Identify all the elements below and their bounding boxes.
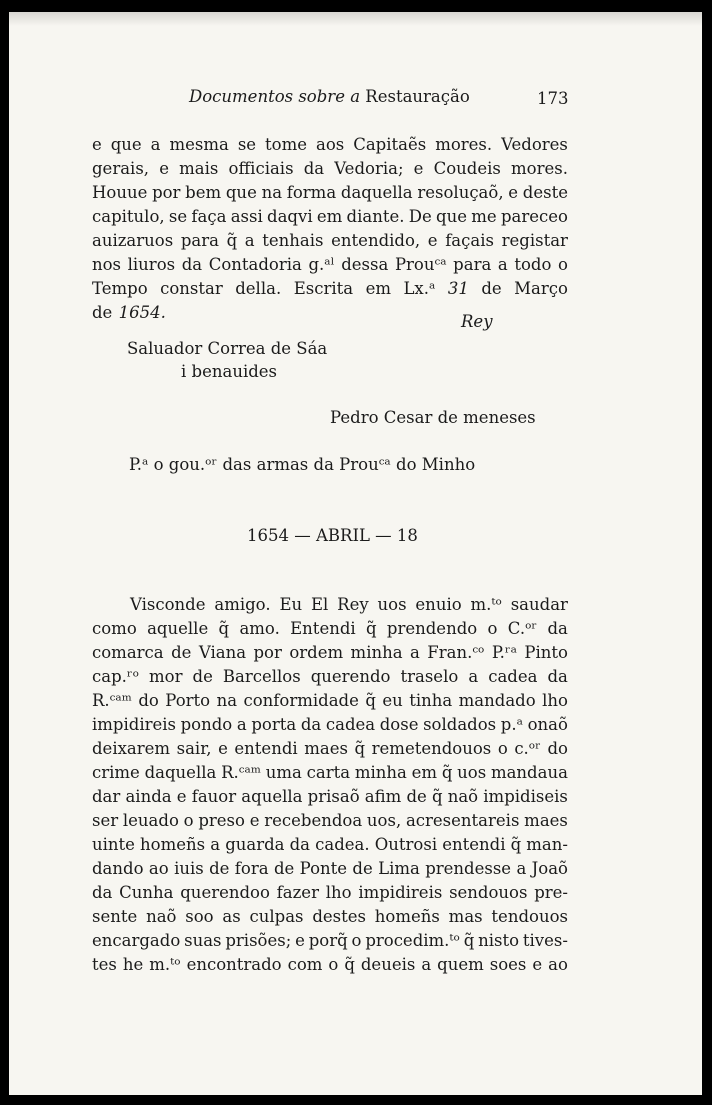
body-line: Houue por bem que na forma daquella resoluçaõ, e deste — [92, 183, 568, 202]
body-line: dar ainda e fauor aquella prisaõ afim de q̃ naõ impidiseis — [92, 787, 568, 806]
addressee: P.ᵃ o gou.ᵒʳ das armas da Prouᶜᵃ do Minho — [129, 455, 476, 474]
book-page — [9, 12, 702, 1095]
body-line: crime daquella R.ᶜᵃᵐ uma carta minha em q̃ uos mandaua — [92, 763, 568, 782]
body-line: deixarem sair, e entendi maes q̃ remetendouos o c.ᵒʳ do — [92, 739, 568, 758]
body-line: impidireis pondo a porta da cadea dose soldados p.ᵃ onaõ — [92, 715, 568, 734]
letter2-body — [92, 593, 568, 977]
body-line: cap.ʳᵒ mor de Barcellos querendo traselo a cadea da — [92, 667, 568, 686]
body-line: dando ao iuis de fora de Ponte de Lima prendesse a Joaõ — [92, 859, 568, 878]
running-head — [189, 87, 470, 106]
body-line: capitulo, se faça assi daqvi em diante. De que me pareceo — [92, 207, 568, 226]
body-line: Visconde amigo. Eu El Rey uos enuio m.ᵗᵒ saudar — [130, 595, 568, 614]
signature-king: Rey — [461, 312, 493, 331]
body-line: gerais, e mais officiais da Vedoria; e Coudeis mores. — [92, 159, 568, 178]
body-line: Tempo constar della. Escrita em Lx.ᵃ 31 de Março — [92, 279, 568, 298]
body-line: R.ᶜᵃᵐ do Porto na conformidade q̃ eu tinha mandado lho — [92, 691, 568, 710]
signatory-name-2: Pedro Cesar de meneses — [330, 408, 536, 427]
body-line: comarca de Viana por ordem minha a Fran.ᶜᵒ P.ʳᵃ Pinto — [92, 643, 568, 662]
body-line: nos liuros da Contadoria g.ᵃˡ dessa Prouᶜᵃ para a todo o — [92, 255, 568, 274]
body-line: auizaruos para q̃ a tenhais entendido, e façais registar — [92, 231, 568, 250]
dateline: 1654 — ABRIL — 18 — [247, 526, 418, 545]
letter1-body — [92, 133, 568, 325]
page-number: 173 — [537, 89, 569, 108]
running-head-italic: Documentos sobre a — [189, 87, 361, 106]
body-line: sente naõ soo as culpas destes homeñs mas tendouos — [92, 907, 568, 926]
body-line: ser leuado o preso e recebendoa uos, acresentareis maes — [92, 811, 568, 830]
body-line: encargado suas prisões; e porq̃ o procedim.ᵗᵒ q̃ nisto tives- — [92, 931, 568, 950]
body-line: e que a mesma se tome aos Capitaẽs mores. Vedores — [92, 135, 568, 154]
body-line: de 1654. — [92, 303, 166, 322]
signatory-title: i benauides — [181, 362, 278, 381]
running-head-roman: Restauração — [365, 87, 470, 106]
body-line: da Cunha querendoo fazer lho impidireis sendouos pre- — [92, 883, 568, 902]
body-line: como aquelle q̃ amo. Entendi q̃ prendendo o C.ᵒʳ da — [92, 619, 568, 638]
body-line: tes he m.ᵗᵒ encontrado com o q̃ deueis a quem soes e ao — [92, 955, 568, 974]
signatory-name: Saluador Correa de Sáa — [127, 339, 328, 358]
body-line: uinte homeñs a guarda da cadea. Outrosi entendi q̃ man- — [92, 835, 568, 854]
